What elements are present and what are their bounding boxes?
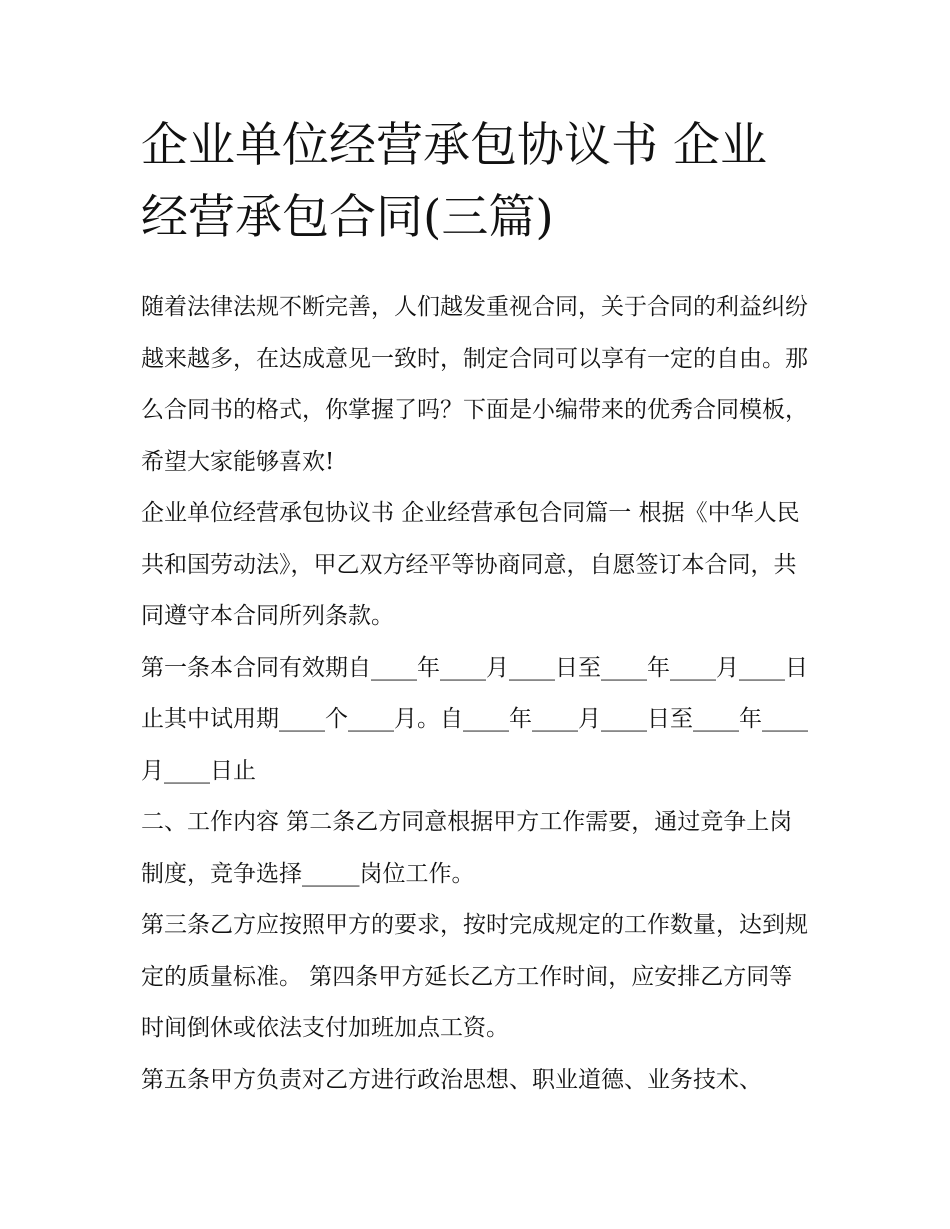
paragraph-preamble: 企业单位经营承包协议书 企业经营承包合同篇一 根据《中华人民共和国劳动法》，甲乙双方经平等协商同意，自愿签订本合同，共同遵守本合同所列条款。 xyxy=(141,500,800,629)
paragraph-article-2: 二、工作内容 第二条乙方同意根据甲方工作需要，通过竞争上岗制度，竞争选择_____岗位工作。 xyxy=(141,809,793,887)
paragraph-article-3-4: 第三条乙方应按照甲方的要求，按时完成规定的工作数量，达到规定的质量标准。 第四条甲方延长乙方工作时间，应安排乙方同等时间倒休或依法支付加班加点工资。 xyxy=(141,912,808,1041)
document-body xyxy=(141,282,813,1106)
paragraph-article-1: 第一条本合同有效期自____年____月____日至____年____月____日止其中试用期____个____月。自____年____月____日至____年____月____日止 xyxy=(141,654,808,784)
paragraph-intro: 随着法律法规不断完善，人们越发重视合同，关于合同的利益纠纷越来越多，在达成意见一致时，制定合同可以享有一定的自由。那么合同书的格式，你掌握了吗？下面是小编带来的优秀合同模板，希望大家能够喜欢! xyxy=(141,294,808,475)
document-page xyxy=(141,110,813,1106)
paragraph-article-5: 第五条甲方负责对乙方进行政治思想、职业道德、业务技术、 xyxy=(141,1066,762,1093)
document-title: 企业单位经营承包协议书 企业经营承包合同(三篇) xyxy=(141,118,767,245)
